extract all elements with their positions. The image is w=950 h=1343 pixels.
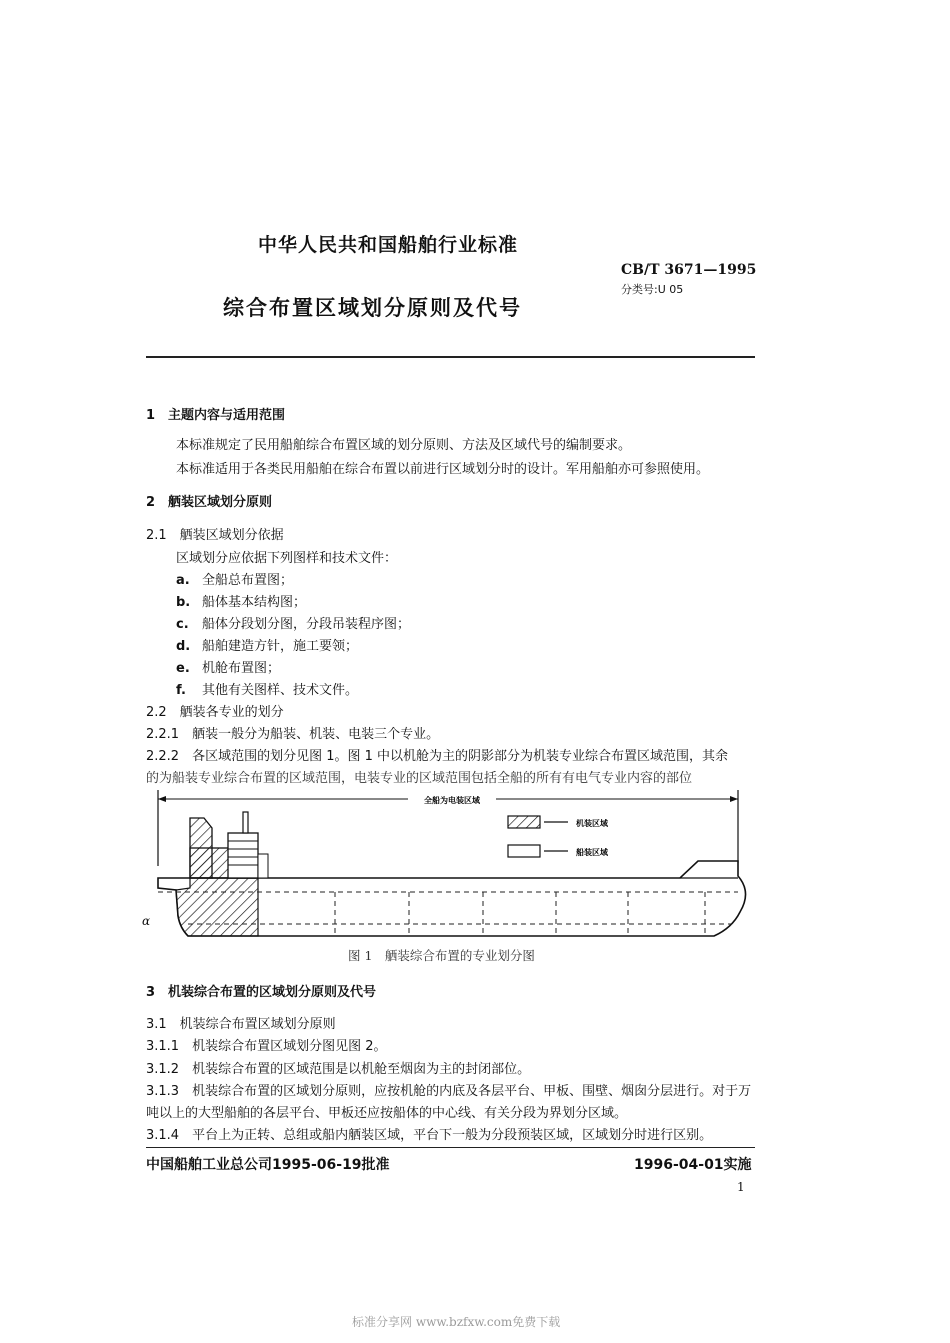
dimension-label: 全船为电装区域 — [424, 796, 480, 805]
section1-paragraph-2: 本标准适用于各类民用船舶在综合布置以前进行区域划分时的设计。军用船舶亦可参照使用。 — [176, 462, 710, 477]
site-watermark: 标准分享网 www.bzfxw.com免费下载 — [352, 1315, 561, 1329]
section3-1-2: 3.1.2 机装综合布置的区域范围是以机舱至烟囱为主的封闭部位。 — [146, 1062, 531, 1077]
mast — [243, 812, 248, 833]
section1-heading: 1 主题内容与适用范围 — [146, 408, 286, 423]
section2-2-2-line-2: 的为船装专业综合布置的区域范围，电装专业的区域范围包括全船的所有有电气专业内容的部位 — [146, 771, 693, 786]
section3-1-3-line-2: 吨以上的大型船舶的各层平台、甲板还应按船体的中心线、有关分段为界划分区域。 — [146, 1106, 628, 1121]
approval-note: 中国船舶工业总公司1995-06-19批准 — [146, 1157, 390, 1173]
section3-1-1: 3.1.1 机装综合布置区域划分图见图 2。 — [146, 1039, 387, 1054]
list-item: f. 其他有关图样、技术文件。 — [176, 683, 359, 698]
list-item: e. 机舱布置图； — [176, 661, 281, 676]
bridge-wing — [258, 854, 268, 878]
legend — [508, 816, 609, 857]
section2-2-heading: 2.2 舾装各专业的划分 — [146, 705, 284, 720]
section3-1-4: 3.1.4 平台上为正转、总组或船内舾装区域，平台下一般为分段预装区域，区域划分时进行区别。 — [146, 1128, 713, 1143]
section3-heading: 3 机装综合布置的区域划分原则及代号 — [146, 985, 377, 1000]
document-title: 综合布置区域划分原则及代号 — [223, 296, 522, 320]
figure-caption: 图 1 舾装综合布置的专业划分图 — [348, 948, 535, 963]
header-divider — [146, 356, 755, 358]
list-item: a. 全船总布置图； — [176, 573, 294, 588]
organization-title: 中华人民共和国船舶行业标准 — [258, 234, 519, 256]
section2-2-2-line-1: 2.2.2 各区域范围的划分见图 1。图 1 中以机舱为主的阴影部分为机装专业综合布置区域范围，其余 — [146, 749, 729, 764]
list-item: c. 船体分段划分图，分段吊装程序图； — [176, 617, 411, 632]
classification-number: 分类号:U 05 — [621, 283, 684, 296]
standard-code: CB/T 3671—1995 — [621, 262, 757, 278]
figure-side-mark: α — [142, 914, 151, 928]
implementation-date: 1996-04-01实施 — [634, 1157, 752, 1173]
legend-hatched-label: 机装区域 — [576, 819, 608, 828]
section2-heading: 2 舾装区域划分原则 — [146, 495, 273, 510]
legend-plain-swatch — [508, 845, 540, 857]
page-number: 1 — [737, 1180, 745, 1194]
section2-2-1: 2.2.1 舾装一般分为船装、机装、电装三个专业。 — [146, 727, 440, 742]
section3-1-3-line-1: 3.1.3 机装综合布置的区域划分原则，应按机舱的内底及各层平台、甲板、围壁、烟囱分层进行。对于万 — [146, 1084, 752, 1099]
section2-1-intro: 区域划分应依据下列图样和技术文件： — [176, 551, 398, 566]
footer-divider — [146, 1147, 755, 1148]
section1-paragraph-1: 本标准规定了民用船舶综合布置区域的划分原则、方法及区域代号的编制要求。 — [176, 438, 632, 453]
bridge-deckhouse — [228, 833, 258, 878]
figure-ship-division — [140, 788, 755, 940]
section3-1-heading: 3.1 机装综合布置区域划分原则 — [146, 1017, 336, 1032]
list-item: b. 船体基本结构图； — [176, 595, 307, 610]
section2-1-heading: 2.1 舾装区域划分依据 — [146, 528, 284, 543]
list-item: d. 船舶建造方针，施工要领； — [176, 639, 359, 654]
legend-plain-label: 船装区域 — [576, 848, 608, 857]
legend-hatched-swatch — [508, 816, 540, 828]
